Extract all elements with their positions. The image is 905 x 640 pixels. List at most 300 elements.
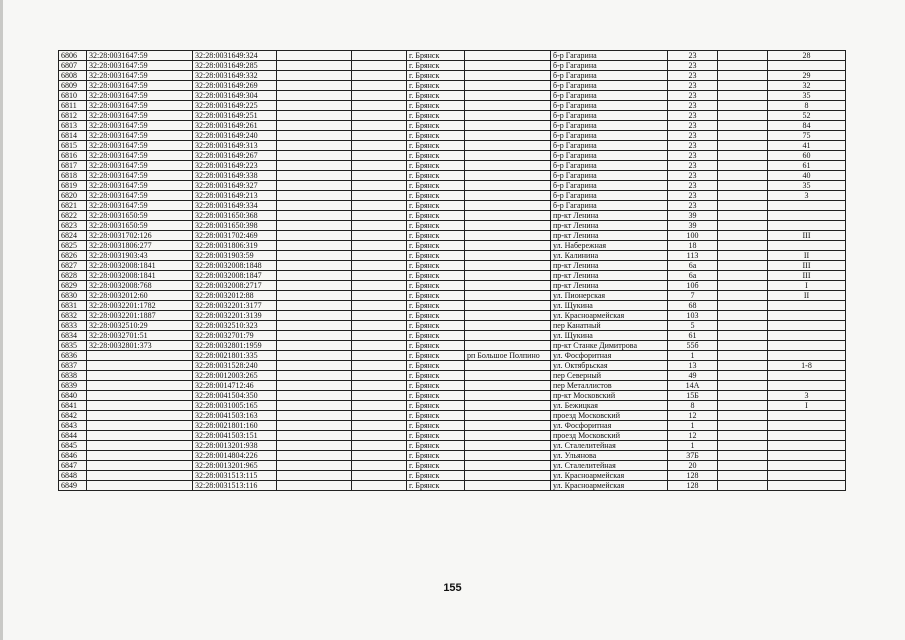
- apartment-cell: [768, 471, 846, 481]
- blank-column-2: [352, 221, 407, 231]
- parcel-cadastral-number: [87, 461, 193, 471]
- blank-column-1: [277, 301, 352, 311]
- parcel-cadastral-number: 32:28:0031647:59: [87, 201, 193, 211]
- settlement-cell: [465, 81, 551, 91]
- city-cell: г. Брянск: [407, 281, 465, 291]
- apartment-cell: [768, 451, 846, 461]
- blank-column-2: [352, 391, 407, 401]
- row-number: 6841: [59, 401, 87, 411]
- parcel-cadastral-number: 32:28:0032008:1841: [87, 271, 193, 281]
- table-row: [59, 431, 846, 441]
- object-cadastral-number: 32:28:0021801:335: [193, 351, 277, 361]
- city-cell: г. Брянск: [407, 371, 465, 381]
- blank-column-2: [352, 421, 407, 431]
- settlement-cell: [465, 331, 551, 341]
- object-cadastral-number: 32:28:0041503:163: [193, 411, 277, 421]
- parcel-cadastral-number: 32:28:0031647:59: [87, 51, 193, 61]
- row-number: 6824: [59, 231, 87, 241]
- street-cell: пер Северный: [551, 371, 668, 381]
- row-number: 6831: [59, 301, 87, 311]
- table-row: [59, 141, 846, 151]
- row-number: 6837: [59, 361, 87, 371]
- blank-column-3: [718, 351, 768, 361]
- apartment-cell: 52: [768, 111, 846, 121]
- apartment-cell: III: [768, 271, 846, 281]
- object-cadastral-number: 32:28:0031903:59: [193, 251, 277, 261]
- blank-column-1: [277, 431, 352, 441]
- scan-edge: [0, 0, 3, 640]
- table-row: [59, 421, 846, 431]
- parcel-cadastral-number: 32:28:0031650:59: [87, 221, 193, 231]
- apartment-cell: [768, 421, 846, 431]
- settlement-cell: [465, 451, 551, 461]
- row-number: 6832: [59, 311, 87, 321]
- blank-column-3: [718, 311, 768, 321]
- parcel-cadastral-number: 32:28:0032510:29: [87, 321, 193, 331]
- settlement-cell: [465, 271, 551, 281]
- parcel-cadastral-number: 32:28:0031650:59: [87, 211, 193, 221]
- blank-column-2: [352, 131, 407, 141]
- city-cell: г. Брянск: [407, 81, 465, 91]
- parcel-cadastral-number: 32:28:0032008:768: [87, 281, 193, 291]
- apartment-cell: [768, 351, 846, 361]
- street-cell: ул. Красноармейская: [551, 481, 668, 491]
- street-cell: б-р Гагарина: [551, 121, 668, 131]
- city-cell: г. Брянск: [407, 331, 465, 341]
- blank-column-3: [718, 371, 768, 381]
- blank-column-3: [718, 161, 768, 171]
- blank-column-2: [352, 431, 407, 441]
- table-row: [59, 261, 846, 271]
- table-row: [59, 231, 846, 241]
- apartment-cell: [768, 371, 846, 381]
- street-cell: б-р Гагарина: [551, 181, 668, 191]
- city-cell: г. Брянск: [407, 61, 465, 71]
- city-cell: г. Брянск: [407, 91, 465, 101]
- table-row: [59, 471, 846, 481]
- row-number: 6829: [59, 281, 87, 291]
- table-row: [59, 211, 846, 221]
- blank-column-1: [277, 371, 352, 381]
- blank-column-3: [718, 391, 768, 401]
- blank-column-2: [352, 231, 407, 241]
- blank-column-1: [277, 211, 352, 221]
- apartment-cell: 35: [768, 181, 846, 191]
- object-cadastral-number: 32:28:0031650:398: [193, 221, 277, 231]
- blank-column-1: [277, 421, 352, 431]
- city-cell: г. Брянск: [407, 431, 465, 441]
- object-cadastral-number: 32:28:0032801:1959: [193, 341, 277, 351]
- street-cell: ул. Набережная: [551, 241, 668, 251]
- settlement-cell: [465, 281, 551, 291]
- street-cell: б-р Гагарина: [551, 191, 668, 201]
- house-number-cell: 49: [668, 371, 718, 381]
- blank-column-3: [718, 121, 768, 131]
- city-cell: г. Брянск: [407, 341, 465, 351]
- table-row: [59, 241, 846, 251]
- city-cell: г. Брянск: [407, 351, 465, 361]
- settlement-cell: [465, 401, 551, 411]
- object-cadastral-number: 32:28:0032510:323: [193, 321, 277, 331]
- blank-column-1: [277, 341, 352, 351]
- apartment-cell: [768, 321, 846, 331]
- table-row: [59, 181, 846, 191]
- street-cell: проезд Московский: [551, 411, 668, 421]
- settlement-cell: [465, 221, 551, 231]
- settlement-cell: [465, 411, 551, 421]
- blank-column-2: [352, 351, 407, 361]
- object-cadastral-number: 32:28:0031649:261: [193, 121, 277, 131]
- object-cadastral-number: 32:28:0031650:368: [193, 211, 277, 221]
- parcel-cadastral-number: 32:28:0032201:1782: [87, 301, 193, 311]
- house-number-cell: 8: [668, 401, 718, 411]
- blank-column-2: [352, 81, 407, 91]
- street-cell: ул. Красноармейская: [551, 471, 668, 481]
- house-number-cell: 13: [668, 361, 718, 371]
- object-cadastral-number: 32:28:0031528:240: [193, 361, 277, 371]
- street-cell: пр-кт Московский: [551, 391, 668, 401]
- blank-column-1: [277, 451, 352, 461]
- blank-column-2: [352, 91, 407, 101]
- blank-column-1: [277, 81, 352, 91]
- row-number: 6820: [59, 191, 87, 201]
- city-cell: г. Брянск: [407, 321, 465, 331]
- settlement-cell: [465, 131, 551, 141]
- object-cadastral-number: 32:28:0031649:327: [193, 181, 277, 191]
- blank-column-2: [352, 361, 407, 371]
- blank-column-2: [352, 301, 407, 311]
- blank-column-3: [718, 171, 768, 181]
- blank-column-3: [718, 261, 768, 271]
- blank-column-3: [718, 461, 768, 471]
- blank-column-3: [718, 441, 768, 451]
- city-cell: г. Брянск: [407, 121, 465, 131]
- row-number: 6806: [59, 51, 87, 61]
- settlement-cell: [465, 291, 551, 301]
- house-number-cell: 23: [668, 81, 718, 91]
- row-number: 6807: [59, 61, 87, 71]
- house-number-cell: 5: [668, 321, 718, 331]
- row-number: 6838: [59, 371, 87, 381]
- settlement-cell: [465, 441, 551, 451]
- settlement-cell: [465, 471, 551, 481]
- house-number-cell: 37Б: [668, 451, 718, 461]
- object-cadastral-number: 32:28:0031649:269: [193, 81, 277, 91]
- blank-column-3: [718, 431, 768, 441]
- settlement-cell: [465, 71, 551, 81]
- blank-column-3: [718, 481, 768, 491]
- blank-column-1: [277, 131, 352, 141]
- parcel-cadastral-number: 32:28:0031647:59: [87, 101, 193, 111]
- row-number: 6822: [59, 211, 87, 221]
- blank-column-3: [718, 251, 768, 261]
- apartment-cell: I: [768, 401, 846, 411]
- blank-column-3: [718, 101, 768, 111]
- blank-column-1: [277, 241, 352, 251]
- city-cell: г. Брянск: [407, 451, 465, 461]
- parcel-cadastral-number: 32:28:0032012:60: [87, 291, 193, 301]
- blank-column-1: [277, 61, 352, 71]
- settlement-cell: [465, 421, 551, 431]
- row-number: 6816: [59, 151, 87, 161]
- object-cadastral-number: 32:28:0031649:285: [193, 61, 277, 71]
- street-cell: б-р Гагарина: [551, 91, 668, 101]
- city-cell: г. Брянск: [407, 161, 465, 171]
- house-number-cell: 39: [668, 211, 718, 221]
- street-cell: ул. Калинина: [551, 251, 668, 261]
- blank-column-1: [277, 71, 352, 81]
- object-cadastral-number: 32:28:0032008:1847: [193, 271, 277, 281]
- apartment-cell: 40: [768, 171, 846, 181]
- row-number: 6840: [59, 391, 87, 401]
- parcel-cadastral-number: 32:28:0031647:59: [87, 191, 193, 201]
- parcel-cadastral-number: 32:28:0031647:59: [87, 151, 193, 161]
- city-cell: г. Брянск: [407, 171, 465, 181]
- blank-column-3: [718, 421, 768, 431]
- row-number: 6847: [59, 461, 87, 471]
- apartment-cell: [768, 381, 846, 391]
- blank-column-1: [277, 121, 352, 131]
- parcel-cadastral-number: 32:28:0031647:59: [87, 181, 193, 191]
- apartment-cell: [768, 61, 846, 71]
- city-cell: г. Брянск: [407, 181, 465, 191]
- row-number: 6819: [59, 181, 87, 191]
- blank-column-1: [277, 181, 352, 191]
- apartment-cell: [768, 461, 846, 471]
- city-cell: г. Брянск: [407, 411, 465, 421]
- row-number: 6843: [59, 421, 87, 431]
- blank-column-3: [718, 451, 768, 461]
- row-number: 6826: [59, 251, 87, 261]
- city-cell: г. Брянск: [407, 191, 465, 201]
- parcel-cadastral-number: 32:28:0031647:59: [87, 161, 193, 171]
- city-cell: г. Брянск: [407, 101, 465, 111]
- object-cadastral-number: 32:28:0014712:46: [193, 381, 277, 391]
- house-number-cell: 23: [668, 191, 718, 201]
- object-cadastral-number: 32:28:0031806:319: [193, 241, 277, 251]
- row-number: 6808: [59, 71, 87, 81]
- house-number-cell: 128: [668, 481, 718, 491]
- city-cell: г. Брянск: [407, 361, 465, 371]
- table-row: [59, 251, 846, 261]
- parcel-cadastral-number: 32:28:0031647:59: [87, 121, 193, 131]
- settlement-cell: [465, 311, 551, 321]
- object-cadastral-number: 32:28:0032701:79: [193, 331, 277, 341]
- parcel-cadastral-number: 32:28:0031647:59: [87, 81, 193, 91]
- parcel-cadastral-number: 32:28:0031647:59: [87, 141, 193, 151]
- table-row: [59, 311, 846, 321]
- object-cadastral-number: 32:28:0032201:3139: [193, 311, 277, 321]
- parcel-cadastral-number: [87, 471, 193, 481]
- row-number: 6836: [59, 351, 87, 361]
- blank-column-1: [277, 441, 352, 451]
- settlement-cell: [465, 431, 551, 441]
- settlement-cell: [465, 461, 551, 471]
- parcel-cadastral-number: 32:28:0032801:373: [87, 341, 193, 351]
- street-cell: б-р Гагарина: [551, 111, 668, 121]
- house-number-cell: 18: [668, 241, 718, 251]
- street-cell: пр-кт Ленина: [551, 231, 668, 241]
- table-row: [59, 101, 846, 111]
- street-cell: ул. Сталелитейная: [551, 441, 668, 451]
- blank-column-3: [718, 321, 768, 331]
- blank-column-1: [277, 221, 352, 231]
- table-row: [59, 121, 846, 131]
- settlement-cell: [465, 161, 551, 171]
- blank-column-1: [277, 411, 352, 421]
- street-cell: б-р Гагарина: [551, 131, 668, 141]
- table-row: [59, 131, 846, 141]
- page-number: 155: [443, 582, 462, 594]
- parcel-cadastral-number: 32:28:0031647:59: [87, 71, 193, 81]
- city-cell: г. Брянск: [407, 51, 465, 61]
- blank-column-2: [352, 451, 407, 461]
- row-number: 6844: [59, 431, 87, 441]
- registry-table: [58, 50, 846, 491]
- blank-column-3: [718, 361, 768, 371]
- house-number-cell: 1: [668, 421, 718, 431]
- blank-column-3: [718, 401, 768, 411]
- apartment-cell: 84: [768, 121, 846, 131]
- house-number-cell: 103: [668, 311, 718, 321]
- street-cell: пр-кт Ленина: [551, 271, 668, 281]
- settlement-cell: [465, 141, 551, 151]
- street-cell: пер Металлистов: [551, 381, 668, 391]
- house-number-cell: 12: [668, 431, 718, 441]
- house-number-cell: 14А: [668, 381, 718, 391]
- row-number: 6821: [59, 201, 87, 211]
- table-row: [59, 371, 846, 381]
- apartment-cell: III: [768, 261, 846, 271]
- parcel-cadastral-number: [87, 371, 193, 381]
- blank-column-3: [718, 221, 768, 231]
- apartment-cell: 41: [768, 141, 846, 151]
- row-number: 6846: [59, 451, 87, 461]
- table-row: [59, 91, 846, 101]
- street-cell: б-р Гагарина: [551, 151, 668, 161]
- city-cell: г. Брянск: [407, 401, 465, 411]
- row-number: 6823: [59, 221, 87, 231]
- row-number: 6849: [59, 481, 87, 491]
- blank-column-3: [718, 291, 768, 301]
- blank-column-2: [352, 381, 407, 391]
- row-number: 6839: [59, 381, 87, 391]
- blank-column-2: [352, 141, 407, 151]
- parcel-cadastral-number: [87, 411, 193, 421]
- blank-column-1: [277, 261, 352, 271]
- blank-column-2: [352, 171, 407, 181]
- street-cell: ул. Октябрьская: [551, 361, 668, 371]
- street-cell: пр-кт Ленина: [551, 281, 668, 291]
- apartment-cell: 35: [768, 91, 846, 101]
- street-cell: ул. Красноармейская: [551, 311, 668, 321]
- blank-column-1: [277, 291, 352, 301]
- blank-column-2: [352, 161, 407, 171]
- blank-column-3: [718, 141, 768, 151]
- street-cell: пр-кт Ленина: [551, 261, 668, 271]
- street-cell: пр-кт Ленина: [551, 211, 668, 221]
- house-number-cell: 100: [668, 231, 718, 241]
- blank-column-2: [352, 251, 407, 261]
- city-cell: г. Брянск: [407, 221, 465, 231]
- settlement-cell: [465, 241, 551, 251]
- settlement-cell: [465, 61, 551, 71]
- apartment-cell: I: [768, 281, 846, 291]
- object-cadastral-number: 32:28:0031513:115: [193, 471, 277, 481]
- street-cell: б-р Гагарина: [551, 81, 668, 91]
- blank-column-2: [352, 311, 407, 321]
- blank-column-1: [277, 471, 352, 481]
- street-cell: ул. Ульянова: [551, 451, 668, 461]
- object-cadastral-number: 32:28:0041503:151: [193, 431, 277, 441]
- blank-column-3: [718, 411, 768, 421]
- street-cell: б-р Гагарина: [551, 51, 668, 61]
- street-cell: б-р Гагарина: [551, 141, 668, 151]
- city-cell: г. Брянск: [407, 301, 465, 311]
- apartment-cell: 60: [768, 151, 846, 161]
- row-number: 6842: [59, 411, 87, 421]
- blank-column-2: [352, 181, 407, 191]
- apartment-cell: 28: [768, 51, 846, 61]
- house-number-cell: 128: [668, 471, 718, 481]
- blank-column-2: [352, 71, 407, 81]
- house-number-cell: 23: [668, 171, 718, 181]
- street-cell: ул. Фосфоритная: [551, 351, 668, 361]
- house-number-cell: 20: [668, 461, 718, 471]
- city-cell: г. Брянск: [407, 201, 465, 211]
- blank-column-2: [352, 201, 407, 211]
- house-number-cell: 23: [668, 201, 718, 211]
- house-number-cell: 23: [668, 181, 718, 191]
- blank-column-1: [277, 111, 352, 121]
- object-cadastral-number: 32:28:0031649:251: [193, 111, 277, 121]
- house-number-cell: 23: [668, 131, 718, 141]
- table-row: [59, 111, 846, 121]
- blank-column-1: [277, 91, 352, 101]
- blank-column-2: [352, 411, 407, 421]
- house-number-cell: 15Б: [668, 391, 718, 401]
- apartment-cell: 29: [768, 71, 846, 81]
- apartment-cell: II: [768, 251, 846, 261]
- street-cell: ул. Щукина: [551, 331, 668, 341]
- blank-column-1: [277, 481, 352, 491]
- street-cell: проезд Московский: [551, 431, 668, 441]
- street-cell: ул. Пионерская: [551, 291, 668, 301]
- street-cell: б-р Гагарина: [551, 161, 668, 171]
- row-number: 6833: [59, 321, 87, 331]
- apartment-cell: 75: [768, 131, 846, 141]
- city-cell: г. Брянск: [407, 391, 465, 401]
- parcel-cadastral-number: [87, 361, 193, 371]
- apartment-cell: 3: [768, 391, 846, 401]
- settlement-cell: [465, 111, 551, 121]
- row-number: 6810: [59, 91, 87, 101]
- table-row: [59, 291, 846, 301]
- blank-column-3: [718, 91, 768, 101]
- house-number-cell: 39: [668, 221, 718, 231]
- apartment-cell: 8: [768, 101, 846, 111]
- blank-column-2: [352, 481, 407, 491]
- row-number: 6834: [59, 331, 87, 341]
- row-number: 6811: [59, 101, 87, 111]
- row-number: 6813: [59, 121, 87, 131]
- table-row: [59, 271, 846, 281]
- blank-column-2: [352, 211, 407, 221]
- house-number-cell: 68: [668, 301, 718, 311]
- blank-column-2: [352, 51, 407, 61]
- apartment-cell: [768, 301, 846, 311]
- blank-column-1: [277, 171, 352, 181]
